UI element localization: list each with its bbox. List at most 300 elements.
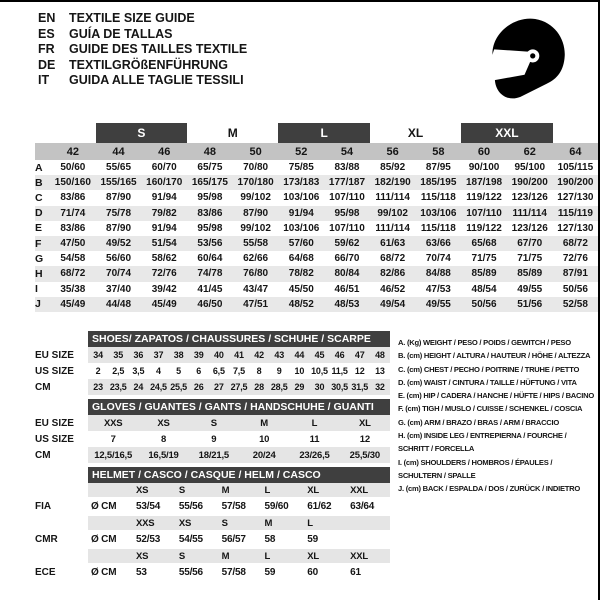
helmet-value-cell xyxy=(347,530,390,549)
size-value-cell: 45/49 xyxy=(141,297,187,312)
language-row xyxy=(38,11,247,27)
title-spacer-cell xyxy=(35,331,88,347)
size-value-cell: 23,5 xyxy=(108,379,128,395)
size-value-cell: 103/106 xyxy=(283,192,320,204)
legend-item: SCHULTERN / SPALLE xyxy=(398,470,476,480)
helmet-size-cell: S xyxy=(176,483,219,497)
size-value-cell: 29 xyxy=(289,379,309,395)
size-value-cell: 58/62 xyxy=(151,253,177,265)
helmet-value-row xyxy=(35,530,390,549)
gloves-size-table xyxy=(35,399,390,463)
size-value-cell: 7,5 xyxy=(232,366,245,376)
legend-item: B. (cm) HEIGHT / ALTURA / HAUTEUR / HÖHE / ALTEZZA xyxy=(398,351,591,361)
size-value-cell: 32 xyxy=(370,379,390,395)
size-value-cell: 150/160 xyxy=(50,175,96,190)
size-value-cell: 74/78 xyxy=(187,266,233,281)
size-value-cell: 6 xyxy=(196,366,202,376)
size-value-cell: 43 xyxy=(269,347,289,363)
size-value-cell: 95/98 xyxy=(197,222,223,234)
size-value-cell: 50/56 xyxy=(562,283,588,295)
helmet-value-row xyxy=(35,563,390,582)
size-value-cell: 83/86 xyxy=(60,192,86,204)
size-value-cell: 76/80 xyxy=(233,266,279,281)
size-value-cell: 12 xyxy=(359,433,370,445)
row-label-cell: EU SIZE xyxy=(35,347,88,363)
standard-label-cell: ECE xyxy=(35,563,88,582)
size-value-cell: 53/56 xyxy=(187,236,233,251)
measurement-row xyxy=(35,175,598,190)
language-row xyxy=(38,58,247,74)
size-value-cell: 24 xyxy=(128,379,148,395)
shoes-size-table xyxy=(35,331,390,395)
size-value-cell: 37/40 xyxy=(106,283,132,295)
size-value-cell: 87/91 xyxy=(553,266,599,281)
size-value-cell: 49/52 xyxy=(96,236,142,251)
size-value-cell: 57/60 xyxy=(278,236,324,251)
size-value-cell: 177/187 xyxy=(324,175,370,190)
size-value-cell: 66/70 xyxy=(334,253,360,265)
size-value-cell: 91/94 xyxy=(151,222,177,234)
guide-title: TEXTILGRÖßENFÜHRUNG xyxy=(69,57,229,72)
helmet-value-cell: 55/56 xyxy=(178,501,203,512)
size-value-cell: 51/56 xyxy=(507,297,553,312)
size-value-cell: 40 xyxy=(209,347,229,363)
size-value-cell: 47 xyxy=(350,347,370,363)
size-value-cell: 28,5 xyxy=(269,379,289,395)
title-spacer-cell xyxy=(35,399,88,415)
size-group-cell: XXL xyxy=(461,123,552,143)
size-value-cell: 10 xyxy=(259,433,270,445)
size-value-cell: 35/38 xyxy=(60,283,86,295)
size-value-cell: 45 xyxy=(309,347,329,363)
language-title-list xyxy=(38,11,247,89)
size-value-cell: 111/114 xyxy=(507,206,553,221)
size-value-cell: 38 xyxy=(169,347,189,363)
size-value-cell: 46/51 xyxy=(334,283,360,295)
helmet-size-cell: XXS xyxy=(133,516,176,530)
helmet-size-cell: M xyxy=(261,516,304,530)
size-value-cell: 71/75 xyxy=(517,253,543,265)
size-value-cell: 23 xyxy=(88,379,108,395)
language-code: FR xyxy=(38,42,55,57)
size-value-cell: 8 xyxy=(256,366,262,376)
size-value-cell: 41 xyxy=(229,347,249,363)
size-value-cell: 44 xyxy=(289,347,309,363)
size-value-cell: 27,5 xyxy=(229,379,249,395)
size-value-cell: 71/74 xyxy=(50,206,96,221)
size-value-cell: 87/90 xyxy=(233,206,279,221)
size-value-cell: 11,5 xyxy=(331,366,348,376)
size-value-cell: 85/92 xyxy=(380,162,406,174)
helmet-size-header-row xyxy=(35,549,390,563)
size-value-cell: 47/50 xyxy=(50,236,96,251)
size-value-cell: 30,5 xyxy=(330,379,350,395)
size-value-cell: 115/118 xyxy=(420,192,456,204)
size-value-cell: 9 xyxy=(276,366,282,376)
measure-letter-cell: G xyxy=(35,252,44,265)
size-value-cell: XL xyxy=(340,415,390,431)
size-value-cell: 84/88 xyxy=(416,266,462,281)
size-value-cell: 12 xyxy=(354,366,365,376)
size-value-cell: 3,5 xyxy=(132,366,145,376)
size-value-cell: 54/58 xyxy=(60,253,86,265)
measurement-legend xyxy=(398,336,600,496)
helmet-value-cell: 52/53 xyxy=(136,534,161,545)
diameter-label-cell: Ø CM xyxy=(91,501,117,512)
size-number-cell: 58 xyxy=(416,143,462,160)
size-value-cell: 45/49 xyxy=(50,297,96,312)
size-value-cell: 26 xyxy=(189,379,209,395)
size-value-cell: 59/62 xyxy=(324,236,370,251)
size-value-cell: 55/65 xyxy=(106,162,132,174)
standard-label-cell: CMR xyxy=(35,530,88,549)
helmet-size-cell: XXL xyxy=(347,549,390,563)
size-value-cell: 75/85 xyxy=(288,162,314,174)
size-value-cell: 60/70 xyxy=(151,162,177,174)
size-value-cell: 48/52 xyxy=(278,297,324,312)
size-value-cell: 123/126 xyxy=(511,192,548,204)
size-group-cell: S xyxy=(96,123,187,143)
textile-size-table xyxy=(35,123,598,312)
language-code: IT xyxy=(38,73,50,88)
size-number-cell: 54 xyxy=(324,143,370,160)
size-value-cell: 5 xyxy=(176,366,181,376)
size-row xyxy=(35,347,390,363)
size-value-cell: 155/165 xyxy=(96,175,142,190)
helmet-size-header-row xyxy=(35,483,390,497)
measurement-row xyxy=(35,206,598,221)
row-label-cell: US SIZE xyxy=(35,363,88,379)
size-value-cell: 68/72 xyxy=(50,266,96,281)
language-row xyxy=(38,42,247,58)
size-value-cell: 47/51 xyxy=(233,297,279,312)
size-value-cell: 65/68 xyxy=(461,236,507,251)
size-value-cell: 49/54 xyxy=(370,297,416,312)
table-title-row xyxy=(35,331,390,347)
size-value-cell: 95/98 xyxy=(324,206,370,221)
size-value-cell: 39 xyxy=(189,347,209,363)
size-value-cell: 11 xyxy=(309,433,320,445)
size-value-cell: 87/90 xyxy=(106,222,132,234)
size-value-cell: 90/100 xyxy=(468,162,500,174)
language-row xyxy=(38,27,247,43)
measure-letter-cell: D xyxy=(35,206,50,221)
guide-title: GUIDA ALLE TAGLIE TESSILI xyxy=(69,73,244,88)
size-value-cell: 61/63 xyxy=(370,236,416,251)
helmet-value-cell: 57/58 xyxy=(221,501,246,512)
size-value-cell: 46/50 xyxy=(187,297,233,312)
size-value-cell: 82/86 xyxy=(370,266,416,281)
size-value-cell: 30 xyxy=(309,379,329,395)
size-value-cell: 28 xyxy=(249,379,269,395)
size-value-cell: 4 xyxy=(156,366,161,376)
size-value-cell: 46 xyxy=(330,347,350,363)
table-title-bar: GLOVES / GUANTES / GANTS / HANDSCHUHE / GUANTI xyxy=(88,399,390,415)
diameter-spacer-cell xyxy=(88,516,133,530)
table-title-row xyxy=(35,399,390,415)
size-value-cell: 13 xyxy=(375,366,385,376)
legend-item: G. (cm) ARM / BRAZO / BRAS / ARM / BRACCIO xyxy=(398,417,560,427)
size-number-cell: 44 xyxy=(96,143,142,160)
size-number-cell: 62 xyxy=(507,143,553,160)
size-group-cell: M xyxy=(227,126,238,140)
helmet-value-cell: 63/64 xyxy=(350,501,375,512)
size-row xyxy=(35,431,390,447)
table-title-bar: SHOES/ ZAPATOS / CHAUSSURES / SCHUHE / SCARPE xyxy=(88,331,390,347)
size-value-cell: 83/86 xyxy=(187,206,233,221)
size-value-cell: 43/47 xyxy=(243,283,269,295)
diameter-label-cell: Ø CM xyxy=(91,567,117,578)
size-group-cell: L xyxy=(278,123,369,143)
legend-item: F. (cm) TIGH / MUSLO / CUISSE / SCHENKEL / COSCIA xyxy=(398,404,583,414)
legend-item: A. (Kg) WEIGHT / PESO / POIDS / GEWITCH / PESO xyxy=(398,338,571,347)
size-group-row xyxy=(35,123,598,143)
size-number-cell: 50 xyxy=(233,143,279,160)
size-value-cell: 187/198 xyxy=(461,175,507,190)
measure-letter-cell: F xyxy=(35,236,50,251)
helmet-value-cell: 59 xyxy=(307,534,319,545)
size-value-cell: 20/24 xyxy=(239,447,289,463)
size-number-cell: 42 xyxy=(50,143,96,160)
size-value-cell: 7 xyxy=(110,433,116,445)
measurement-row xyxy=(35,297,598,312)
helmet-icon xyxy=(486,13,568,107)
size-value-cell: 190/200 xyxy=(553,175,599,190)
helmet-size-cell: S xyxy=(219,516,262,530)
size-value-cell: 107/110 xyxy=(329,192,365,204)
size-group-cell xyxy=(35,123,96,143)
size-value-cell: 12,5/16,5 xyxy=(88,447,138,463)
helmet-size-header-row xyxy=(35,516,390,530)
helmet-size-cell: M xyxy=(219,483,262,497)
size-value-cell: 23/26,5 xyxy=(289,447,339,463)
size-value-cell: 99/102 xyxy=(370,206,416,221)
size-value-cell: XS xyxy=(138,415,188,431)
helmet-size-table xyxy=(35,467,390,582)
size-value-cell: 160/170 xyxy=(141,175,187,190)
size-value-cell: 72/76 xyxy=(562,253,588,265)
size-value-cell: 47/53 xyxy=(425,283,451,295)
size-value-cell: 42 xyxy=(249,347,269,363)
legend-item: I. (cm) SHOULDERS / HOMBROS / ÉPAULES / xyxy=(398,457,553,467)
helmet-size-cell xyxy=(347,516,390,530)
size-value-cell: 99/102 xyxy=(240,192,271,204)
size-number-cell: 60 xyxy=(461,143,507,160)
measure-letter-cell: B xyxy=(35,175,50,190)
size-value-cell: 123/126 xyxy=(511,222,548,234)
size-value-cell: 119/122 xyxy=(466,192,502,204)
helmet-value-cell: 58 xyxy=(264,534,276,545)
size-value-cell: 75/78 xyxy=(96,206,142,221)
row-label-cell xyxy=(35,549,88,563)
helmet-size-cell: L xyxy=(261,549,304,563)
helmet-value-cell: 56/57 xyxy=(221,534,246,545)
size-value-cell: 46/52 xyxy=(380,283,406,295)
size-value-cell: 103/106 xyxy=(283,222,320,234)
size-value-cell: 95/100 xyxy=(514,162,546,174)
size-number-row xyxy=(35,143,598,160)
size-value-cell: 70/74 xyxy=(425,253,451,265)
measurement-row xyxy=(35,190,598,205)
helmet-value-cell: 53/54 xyxy=(136,501,161,512)
size-value-cell: 91/94 xyxy=(151,192,177,204)
size-group-cell xyxy=(553,123,599,143)
size-value-cell: 18/21,5 xyxy=(189,447,239,463)
measurement-row xyxy=(35,160,598,175)
diameter-spacer-cell xyxy=(88,549,133,563)
helmet-value-cell: 57/58 xyxy=(221,567,246,578)
size-value-cell: 56/60 xyxy=(106,253,132,265)
measurement-row xyxy=(35,266,598,281)
size-value-cell: 50/56 xyxy=(461,297,507,312)
legend-item: E. (cm) HIP / CADERA / HANCHE / HÜFTE / HIPS / BACINO xyxy=(398,391,595,401)
measurement-row xyxy=(35,282,598,297)
size-value-cell: 91/94 xyxy=(278,206,324,221)
size-value-cell: 173/183 xyxy=(278,175,324,190)
measure-letter-cell: A xyxy=(35,161,43,174)
size-value-cell: 10 xyxy=(294,366,305,376)
size-row xyxy=(35,363,390,379)
size-value-cell: 165/175 xyxy=(187,175,233,190)
size-value-cell: L xyxy=(289,415,339,431)
size-value-cell: 68/72 xyxy=(553,236,599,251)
size-value-cell: 103/106 xyxy=(416,206,462,221)
language-code: ES xyxy=(38,26,55,41)
table-title-row xyxy=(35,467,390,483)
helmet-value-cell: 61 xyxy=(350,567,361,578)
size-value-cell: 39/42 xyxy=(151,283,177,295)
legend-item: D. (cm) WAIST / CINTURA / TAILLE / HÜFTUNG / VITA xyxy=(398,377,577,387)
size-value-cell: 170/180 xyxy=(233,175,279,190)
size-value-cell: 83/88 xyxy=(334,162,360,174)
row-label-cell xyxy=(35,516,88,530)
size-value-cell: 37 xyxy=(148,347,168,363)
row-label-cell: CM xyxy=(35,447,88,463)
legend-item: J. (cm) BACK / ESPALDA / DOS / ZURÜCK / INDIETRO xyxy=(398,484,581,494)
size-number-cell: 48 xyxy=(187,143,233,160)
size-value-cell: 16,5/19 xyxy=(138,447,188,463)
size-value-cell: 45/50 xyxy=(288,283,314,295)
size-value-cell: 49/55 xyxy=(416,297,462,312)
language-code: DE xyxy=(38,57,56,72)
legend-item: SCHRITT / FORCELLA xyxy=(398,444,475,454)
measure-letter-cell: E xyxy=(35,222,43,235)
size-value-cell: 2 xyxy=(95,366,101,376)
size-row xyxy=(35,447,390,463)
helmet-value-cell: 54/55 xyxy=(178,534,203,545)
table-title-bar: HELMET / CASCO / CASQUE / HELM / CASCO xyxy=(88,467,390,483)
size-value-cell: 99/102 xyxy=(240,222,271,234)
helmet-value-cell: 61/62 xyxy=(307,501,332,512)
size-number-cell: 46 xyxy=(141,143,187,160)
legend-item: C. (cm) CHEST / PECHO / POITRINE / TRUHE / PETTO xyxy=(398,364,580,374)
top-border-line xyxy=(0,0,600,2)
row-label-cell: EU SIZE xyxy=(35,415,88,431)
size-value-cell: 72/76 xyxy=(141,266,187,281)
size-number-cell: 52 xyxy=(278,143,324,160)
helmet-size-cell: M xyxy=(219,549,262,563)
helmet-size-cell: XS xyxy=(133,549,176,563)
size-value-cell: 95/98 xyxy=(197,192,223,204)
size-value-cell: 48 xyxy=(370,347,390,363)
size-value-cell: 105/115 xyxy=(557,162,594,174)
size-value-cell: 78/82 xyxy=(278,266,324,281)
title-spacer-cell xyxy=(35,467,88,483)
measurement-row xyxy=(35,221,598,236)
measure-letter-cell: H xyxy=(35,266,50,281)
helmet-size-cell: XS xyxy=(133,483,176,497)
size-value-cell: 51/54 xyxy=(141,236,187,251)
helmet-value-cell: 59 xyxy=(264,567,276,578)
size-value-cell: M xyxy=(239,415,289,431)
size-value-cell: 34 xyxy=(88,347,108,363)
size-number-cell: 56 xyxy=(370,143,416,160)
helmet-value-cell: 53 xyxy=(136,567,147,578)
standard-label-cell: FIA xyxy=(35,497,88,516)
size-value-cell: 10,5 xyxy=(311,366,328,376)
size-value-cell: 70/74 xyxy=(96,266,142,281)
diameter-label-cell: Ø CM xyxy=(91,534,117,545)
measurement-row xyxy=(35,236,598,251)
size-row xyxy=(35,415,390,431)
size-value-cell: 83/86 xyxy=(60,222,86,234)
size-value-cell: 85/89 xyxy=(461,266,507,281)
size-number-cell: 64 xyxy=(553,143,599,160)
size-value-cell: 127/130 xyxy=(557,192,594,204)
size-value-cell: 36 xyxy=(128,347,148,363)
size-value-cell: S xyxy=(189,415,239,431)
language-row xyxy=(38,73,247,89)
size-value-cell: 111/114 xyxy=(375,222,410,234)
diameter-spacer-cell xyxy=(88,483,133,497)
helmet-size-cell: L xyxy=(261,483,304,497)
helmet-size-cell: S xyxy=(176,549,219,563)
size-value-cell: 87/95 xyxy=(425,162,451,174)
size-value-cell: XXS xyxy=(88,415,138,431)
helmet-value-cell: 59/60 xyxy=(264,501,289,512)
size-value-cell: 79/82 xyxy=(141,206,187,221)
helmet-value-cell: 55/56 xyxy=(178,567,203,578)
helmet-size-cell: XS xyxy=(176,516,219,530)
size-value-cell: 60/64 xyxy=(197,253,223,265)
size-value-cell: 49/55 xyxy=(517,283,543,295)
helmet-value-cell: 60 xyxy=(307,567,319,578)
helmet-size-cell: XXL xyxy=(347,483,390,497)
helmet-value-row xyxy=(35,497,390,516)
size-value-cell: 111/114 xyxy=(375,192,410,204)
language-code: EN xyxy=(38,11,56,25)
size-value-cell: 6,5 xyxy=(212,366,225,376)
size-value-cell: 27 xyxy=(209,379,229,395)
measure-letter-cell: J xyxy=(35,297,50,312)
guide-title: GUIDE DES TAILLES TEXTILE xyxy=(69,42,248,57)
size-value-cell: 87/90 xyxy=(106,192,132,204)
size-value-cell: 119/122 xyxy=(466,222,502,234)
size-value-cell: 52/58 xyxy=(553,297,599,312)
size-value-cell: 50/60 xyxy=(60,162,86,174)
size-number-cell xyxy=(35,143,50,160)
size-value-cell: 48/54 xyxy=(471,283,497,295)
size-value-cell: 70/80 xyxy=(243,162,269,174)
size-value-cell: 44/48 xyxy=(96,297,142,312)
size-value-cell: 80/84 xyxy=(324,266,370,281)
size-value-cell: 182/190 xyxy=(370,175,416,190)
size-row xyxy=(35,379,390,395)
size-value-cell: 85/89 xyxy=(507,266,553,281)
size-value-cell: 9 xyxy=(211,433,217,445)
measure-letter-cell: I xyxy=(35,283,38,296)
size-group-cell: XL xyxy=(407,126,424,140)
